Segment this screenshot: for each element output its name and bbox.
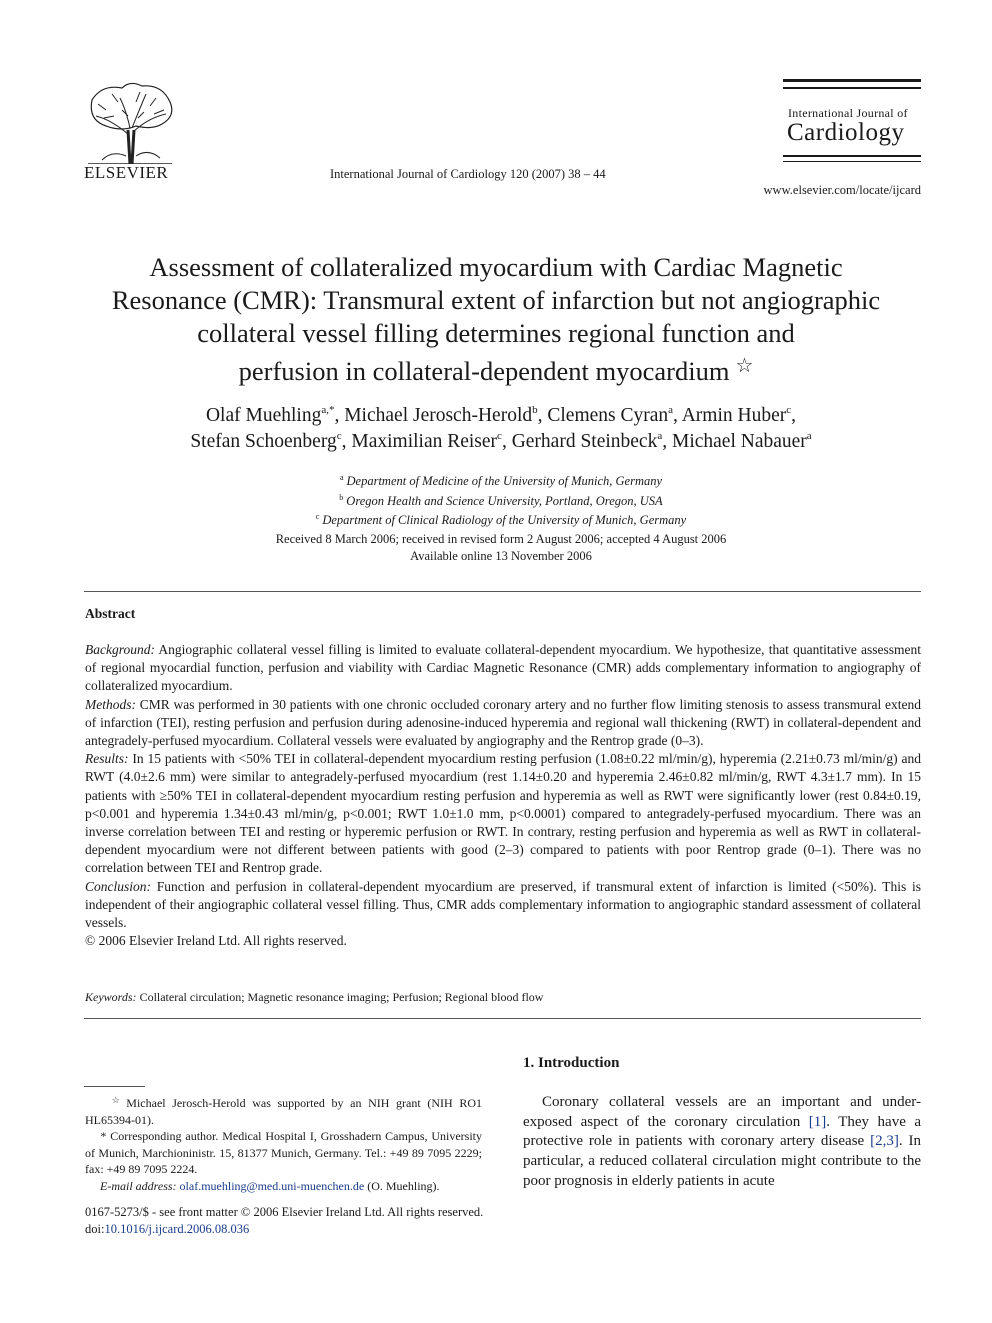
affiliation-mark: c <box>315 512 320 521</box>
section-label: Results: <box>85 751 129 767</box>
funding-footnote <box>85 1092 482 1128</box>
author-name: Gerhard Steinbeck <box>511 431 658 452</box>
doi-link[interactable]: 10.1016/j.ijcard.2006.08.036 <box>104 1221 250 1236</box>
affiliation-text: Oregon Health and Science University, Portland, Oregon, USA <box>346 493 663 508</box>
section-text: Angiographic collateral vessel filling is limited to evaluate collateral-dependent myocardium. We hypothesize, that quantitative assessment of regional myocardial function, perfusion and viability with Cardiac Magnetic Resonance (CMR) adds complementary information to angiography of collateralized myocardium. <box>85 642 921 694</box>
title-line: Assessment of collateralized myocardium with Cardiac Magnetic <box>149 252 843 282</box>
section-label: Background: <box>85 642 155 657</box>
title-line <box>70 350 922 388</box>
footnote-rule <box>84 1086 145 1087</box>
funding-text: Michael Jerosch-Herold was supported by an NIH grant (NIH RO1 HL65394-01). <box>85 1096 482 1127</box>
author-affiliation-mark[interactable]: c <box>497 430 502 442</box>
citation-link[interactable]: [2,3] <box>870 1133 899 1150</box>
citation-link[interactable]: [1] <box>808 1113 827 1130</box>
author-separator: , <box>334 405 345 426</box>
affiliation-mark: b <box>339 492 344 502</box>
author-affiliation-mark[interactable]: c <box>786 404 792 416</box>
header-rule <box>783 155 921 157</box>
author-separator: , <box>673 405 682 426</box>
abstract-methods <box>85 696 921 751</box>
received-dates: Received 8 March 2006; received in revised form 2 August 2006; accepted 4 August 2006 <box>275 532 727 546</box>
author-affiliation-mark[interactable]: c <box>336 430 342 442</box>
section-label: Methods: <box>85 696 136 712</box>
author-line <box>80 403 922 429</box>
section-text: In 15 patients with <50% TEI in collateral-dependent myocardium resting perfusion (1.08±0.22 ml/min/g), hyperemia (2.21±0.73 ml/min/g) and RWT (4.0±2.6 mm) were similar to antegradely-perfused myocardium (rest 1.14±0.20 and hyperemia 2.46±0.82 ml/min/g, RWT 4.3±1.7 mm). In 15 patients with ≥50% TEI in collateral-dependent myocardium resting perfusion and hyperemia as well as RWT were significantly lower (rest 0.84±0.19, p<0.001 and hyperemia 1.34±0.43 ml/min/g, p<0.001; RWT 1.0±1.0 mm, p<0.0001) compared to antegradely-perfused myocardium. There was an inverse correlation between TEI and resting or hyperemic perfusion or RWT. In contrary, resting perfusion and hyperemia as well as RWT in collateral-dependent myocardium were not different between patients with good (2–3) compared to patients with poor Rentrop grade (0–1). There was no correlation between TEI and Rentrop grade. <box>85 751 922 876</box>
author-name: Michael Nabauer <box>671 431 807 452</box>
abstract-results <box>85 750 921 877</box>
email-owner: (O. Muehling). <box>367 1178 440 1193</box>
affiliation-list <box>100 470 902 529</box>
doi-label: doi: <box>85 1221 105 1236</box>
author-name: Maximilian Reiser <box>351 431 498 452</box>
author-separator: , <box>501 431 512 452</box>
abstract-heading: Abstract <box>85 606 136 621</box>
footnotes <box>85 1092 482 1194</box>
intro-text: . In particular, a reduced collateral circulation might contribute to the poor prognosis in elderly patients in acute <box>523 1133 921 1189</box>
author-affiliation-mark[interactable]: a <box>657 430 663 442</box>
author-separator: , <box>537 405 548 426</box>
affiliation-text: Department of Clinical Radiology of the University of Munich, Germany <box>322 513 687 527</box>
corresponding-footnote <box>85 1128 482 1178</box>
title-line: collateral vessel filling determines regional function and <box>197 318 795 348</box>
article-title <box>70 251 922 388</box>
author-name: Michael Jerosch-Herold <box>344 405 533 426</box>
publisher-name: ELSEVIER <box>84 163 169 182</box>
abstract-body <box>85 641 921 950</box>
author-separator: , <box>791 405 797 426</box>
article-dates <box>100 531 902 564</box>
star-footnote-icon[interactable]: ☆ <box>735 355 754 377</box>
journal-label-small: International Journal of <box>788 106 908 120</box>
intro-text: Coronary collateral vessels are an important and under-exposed aspect of the coronary circulation <box>523 1094 921 1130</box>
email-link[interactable]: olaf.muehling@med.uni-muenchen.de <box>179 1178 365 1193</box>
intro-text: . They have a protective role in patients with coronary artery disease <box>523 1113 921 1150</box>
front-matter <box>85 1204 483 1237</box>
abstract-top-rule <box>84 591 921 592</box>
author-affiliation-mark[interactable]: a <box>668 404 674 416</box>
doi-line <box>85 1221 483 1238</box>
star-icon: ☆ <box>111 1095 124 1105</box>
journal-label-large: Cardiology <box>787 119 905 146</box>
introduction-heading: 1. Introduction <box>523 1055 620 1071</box>
affiliation-mark: a <box>339 473 344 482</box>
email-footnote <box>85 1178 482 1195</box>
header-rule <box>783 87 921 89</box>
journal-url[interactable]: www.elsevier.com/locate/ijcard <box>763 183 921 197</box>
abstract-copyright: © 2006 Elsevier Ireland Ltd. All rights reserved. <box>85 933 347 949</box>
corresponding-text: Corresponding author. Medical Hospital I, Grosshadern Campus, University of Munich, Marchioninistr. 15, 81377 Munich, Germany. Tel.: +49 89 7095 2229; fax: +49 89 7095 2224. <box>85 1129 483 1176</box>
affiliation <box>100 470 902 490</box>
asterisk-mark: * <box>100 1129 107 1143</box>
title-line: Resonance (CMR): Transmural extent of infarction but not angiographic <box>111 285 881 315</box>
keywords-label: Keywords: <box>85 990 137 1004</box>
affiliation <box>100 490 902 510</box>
author-name: Clemens Cyran <box>547 405 669 426</box>
author-separator: , <box>662 431 672 452</box>
author-list <box>80 403 922 455</box>
author-separator: , <box>341 431 352 452</box>
section-text: CMR was performed in 30 patients with one chronic occluded coronary artery and no further flow limiting stenosis to assess transmural extend of infarction (TEI), resting perfusion and perfusion during adenosine-induced hyperemia and regional wall thickening (RWT) in collateral-dependent and antegradely-perfused myocardium. Collateral vessels were evaluated by angiography and the Rentrop grade (0–3). <box>85 696 922 749</box>
abstract-background <box>85 641 921 696</box>
author-name: Armin Huber <box>681 405 787 426</box>
header-rule <box>783 79 921 82</box>
journal-reference: International Journal of Cardiology 120 (2007) 38 – 44 <box>330 167 606 181</box>
author-affiliation-mark[interactable]: a,* <box>321 404 335 416</box>
author-name: Olaf Muehling <box>205 405 322 426</box>
keywords-text: Collateral circulation; Magnetic resonance imaging; Perfusion; Regional blood flow <box>139 990 544 1004</box>
email-label: E-mail address: <box>100 1178 177 1193</box>
abstract-bottom-rule <box>84 1018 921 1019</box>
header-rule <box>783 161 921 162</box>
affiliation-text: Department of Medicine of the University of Munich, Germany <box>346 474 663 488</box>
introduction-paragraph <box>523 1093 921 1192</box>
affiliation <box>100 509 902 529</box>
section-label: Conclusion: <box>85 878 151 894</box>
keywords <box>85 990 921 1005</box>
author-line <box>80 429 922 455</box>
author-affiliation-mark[interactable]: a <box>806 430 812 442</box>
issn-line: 0167-5273/$ - see front matter © 2006 Elsevier Ireland Ltd. All rights reserved. <box>85 1205 484 1219</box>
author-name: Stefan Schoenberg <box>190 431 337 452</box>
abstract-conclusion <box>85 878 921 933</box>
author-affiliation-mark[interactable]: b <box>532 404 538 416</box>
title-line-text: perfusion in collateral-dependent myocardium <box>238 356 730 386</box>
section-text: Function and perfusion in collateral-dependent myocardium are preserved, if transmural extent of infarction is limited (<50%). This is independent of their angiographic collateral vessel filling. Thus, CMR adds complementary information to angiographic standard assessment of collateral vessels. <box>85 878 921 931</box>
available-online-date: Available online 13 November 2006 <box>410 548 592 563</box>
